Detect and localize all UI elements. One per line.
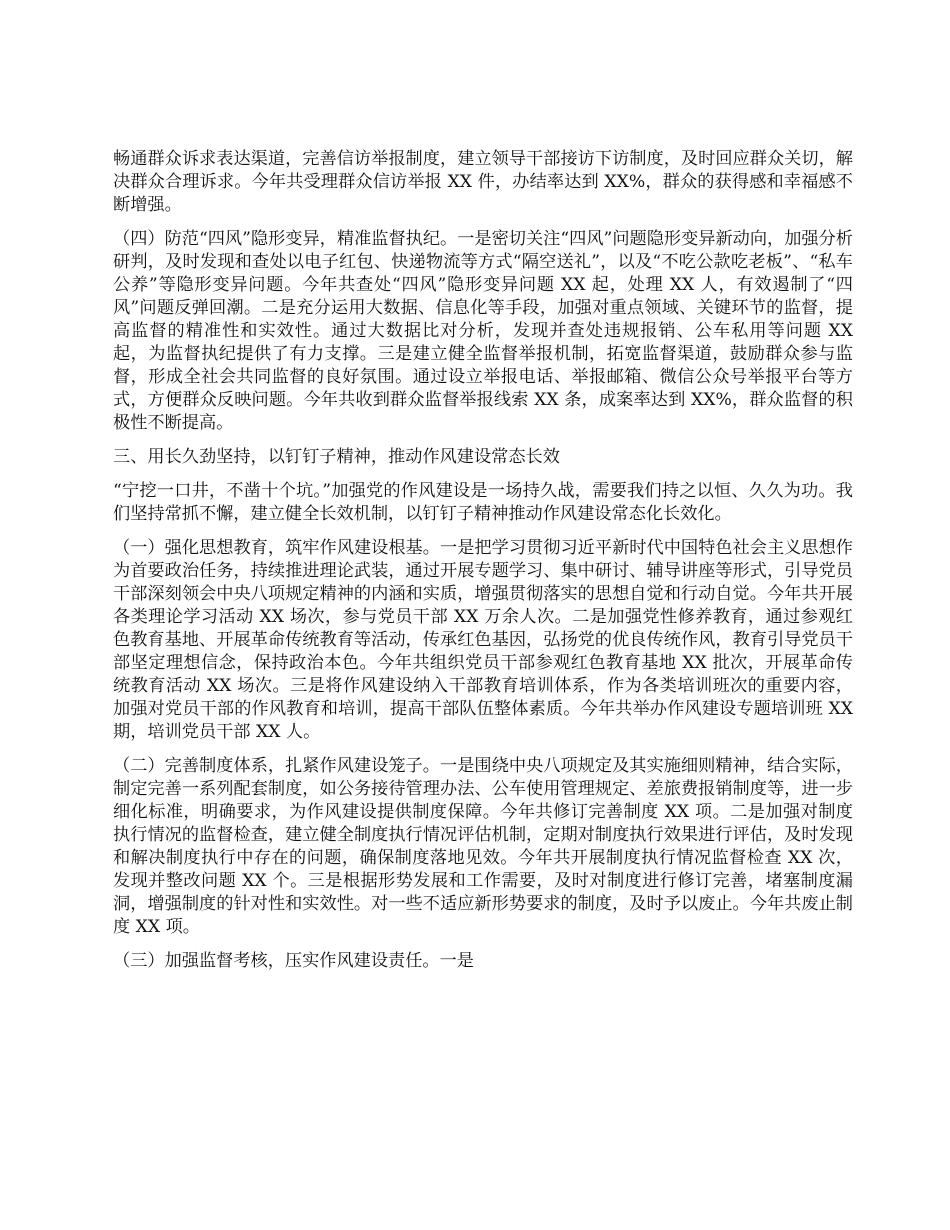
- section-heading-long-term: 三、用长久劲坚持，以钉钉子精神，推动作风建设常态长效: [113, 447, 560, 467]
- paragraph-persistence-intro: “宁挖一口井，不凿十个坑。”加强党的作风建设是一场持久战，需要我们持之以恒、久久为功。我们坚持常抓不懈，建立健全长效机制，以钉钉子精神推动作风建设常态化长效化。: [113, 481, 853, 524]
- paragraph-petition-channels: 畅通群众诉求表达渠道，完善信访举报制度，建立领导干部接访下访制度，及时回应群众关切，解决群众合理诉求。今年共受理群众信访举报 XX 件，办结率达到 XX%，群众的获得感和幸福感不断增强。: [113, 149, 853, 215]
- paragraph-supervision-assessment: （三）加强监督考核，压实作风建设责任。一是: [113, 951, 474, 971]
- document-body: [113, 148, 853, 984]
- paragraph-institutional-system: （二）完善制度体系，扎紧作风建设笼子。一是围绕中央八项规定及其实施细则精神，结合实际，制定完善一系列配套制度，如公务接待管理办法、公车使用管理规定、差旅费报销制度等，进一步细化标准，明确要求，为作风建设提供制度保障。今年共修订完善制度 XX 项。二是加强对制度执行情况的监督检查，建立健全制度执行情况评估机制，定期对制度执行效果进行评估，及时发现和解决制度执行中存在的问题，确保制度落地见效。今年共开展制度执行情况监督检查 XX 次，发现并整改问题 XX 个。三是根据形势发展和工作需要，及时对制度进行修订完善，堵塞制度漏洞，增强制度的针对性和实效性。对一些不适应新形势要求的制度，及时予以废止。今年共废止制度 XX 项。: [113, 756, 853, 937]
- paragraph-ideological-education: （一）强化思想教育，筑牢作风建设根基。一是把学习贯彻习近平新时代中国特色社会主义思想作为首要政治任务，持续推进理论武装，通过开展专题学习、集中研讨、辅导讲座等形式，引导党员干部深刻领会中央八项规定精神的内涵和实质，增强贯彻落实的思想自觉和行动自觉。今年共开展各类理论学习活动 XX 场次，参与党员干部 XX 万余人次。二是加强党性修养教育，通过参观红色教育基地、开展革命传统教育等活动，传承红色基因，弘扬党的优良传统作风，教育引导党员干部坚定理想信念，保持政治本色。今年共组织党员干部参观红色教育基地 XX 批次，开展革命传统教育活动 XX 场次。三是将作风建设纳入干部教育培训体系，作为各类培训班次的重要内容，加强对党员干部的作风教育和培训，提高干部队伍整体素质。今年共举办作风建设专题培训班 XX 期，培训党员干部 XX 人。: [113, 538, 853, 742]
- paragraph-four-winds-supervision: （四）防范“四风”隐形变异，精准监督执纪。一是密切关注“四风”问题隐形变异新动向，加强分析研判，及时发现和查处以电子红包、快递物流等方式“隔空送礼”，以及“不吃公款吃老板”、“私车公养”等隐形变异问题。今年共查处“四风”隐形变异问题 XX 起，处理 XX 人，有效遏制了“四风”问题反弹回潮。二是充分运用大数据、信息化等手段，加强对重点领域、关键环节的监督，提高监督的精准性和实效性。通过大数据比对分析，发现并查处违规报销、公车私用等问题 XX 起，为监督执纪提供了有力支撑。三是建立健全监督举报机制，拓宽监督渠道，鼓励群众参与监督，形成全社会共同监督的良好氛围。通过设立举报电话、举报邮箱、微信公众号举报平台等方式，方便群众反映问题。今年共收到群众监督举报线索 XX 条，成案率达到 XX%，群众监督的积极性不断提高。: [113, 229, 853, 433]
